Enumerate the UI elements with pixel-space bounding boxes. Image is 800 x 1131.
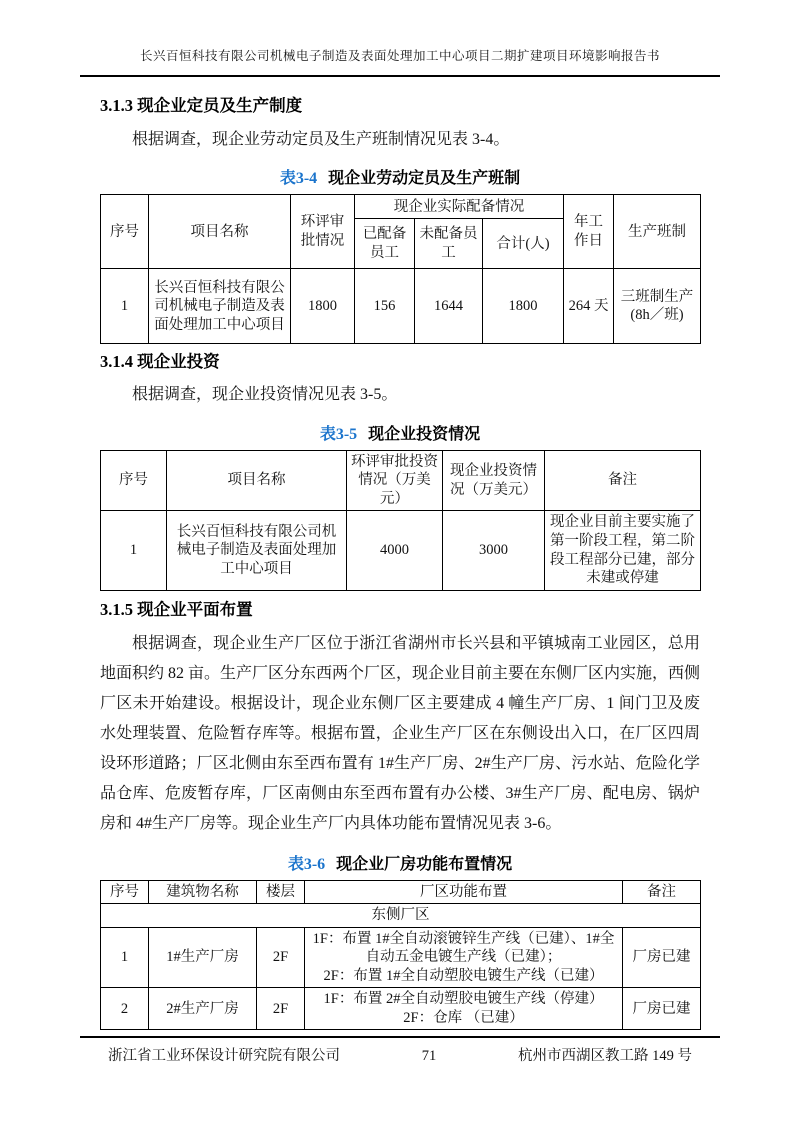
footer-page-number: 71 xyxy=(421,1048,437,1064)
t34-header-unstaffed: 未配备员工 xyxy=(415,219,483,269)
t35-header-note: 备注 xyxy=(545,450,701,511)
t35-cell-actual-investment: 3000 xyxy=(443,511,545,590)
t35-header-eia-investment: 环评审批投资情况（万美元） xyxy=(347,450,443,511)
header-rule xyxy=(80,75,720,77)
t34-cell-unstaffed: 1644 xyxy=(415,269,483,344)
page-content xyxy=(100,92,700,1030)
table-3-4-caption-title: 现企业劳动定员及生产班制 xyxy=(328,170,521,188)
table-3-5-caption-title: 现企业投资情况 xyxy=(368,425,481,443)
t35-cell-index: 1 xyxy=(101,511,167,590)
t34-header-shift-system: 生产班制 xyxy=(614,195,701,269)
t34-cell-total: 1800 xyxy=(483,269,564,344)
t36-cell-index: 1 xyxy=(101,927,149,988)
t35-header-actual-investment: 现企业投资情况（万美元） xyxy=(443,450,545,511)
t35-header-index: 序号 xyxy=(101,450,167,511)
t35-cell-name: 长兴百恒科技有限公司机械电子制造及表面处理加工中心项目 xyxy=(167,511,347,590)
page-footer xyxy=(80,1036,720,1065)
t34-header-eia-approved: 环评审批情况 xyxy=(291,195,355,269)
table-3-6-caption-title: 现企业厂房功能布置情况 xyxy=(336,855,513,873)
running-header: 长兴百恒科技有限公司机械电子制造及表面处理加工中心项目二期扩建项目环境影响报告书 xyxy=(139,49,660,63)
t36-group-row-east-area: 东侧厂区 xyxy=(101,904,701,928)
table-row xyxy=(101,269,701,344)
table-3-4-caption xyxy=(100,165,700,188)
table-row xyxy=(101,927,701,988)
footer-organization: 浙江省工业环保设计研究院有限公司 xyxy=(108,1048,340,1064)
t35-cell-note: 现企业目前主要实施了第一阶段工程，第二阶段工程部分已建，部分未建或停建 xyxy=(545,511,701,590)
t34-cell-name: 长兴百恒科技有限公司机械电子制造及表面处理加工中心项目 xyxy=(149,269,291,344)
t35-cell-eia-investment: 4000 xyxy=(347,511,443,590)
t34-cell-shift-system: 三班制生产(8h／班) xyxy=(614,269,701,344)
t36-cell-floors: 2F xyxy=(257,927,305,988)
t34-header-actual-group: 现企业实际配备情况 xyxy=(355,195,564,219)
t36-function-line-2: 2F：布置 1#全自动塑胶电镀生产线（已建） xyxy=(323,967,604,984)
t36-function-line-1: 1F：布置 2#全自动塑胶电镀生产线（停建） xyxy=(323,991,604,1008)
t35-header-name: 项目名称 xyxy=(167,450,347,511)
table-3-6-caption-label: 表3-6 xyxy=(287,855,326,873)
table-3-4-caption-label: 表3-4 xyxy=(279,170,318,188)
section-3-1-4-intro: 根据调查，现企业投资情况见表 3-5。 xyxy=(132,386,398,404)
t34-header-index: 序号 xyxy=(101,195,149,269)
t36-cell-function-layout xyxy=(305,927,623,988)
table-row xyxy=(101,511,701,590)
t36-header-floors: 楼层 xyxy=(257,880,305,904)
t36-cell-building: 1#生产厂房 xyxy=(149,927,257,988)
t34-header-total: 合计(人) xyxy=(483,219,564,269)
table-row xyxy=(101,988,701,1030)
t36-header-building: 建筑物名称 xyxy=(149,880,257,904)
table-3-6 xyxy=(100,880,701,1031)
table-3-6-caption xyxy=(100,851,700,874)
t34-cell-staffed: 156 xyxy=(355,269,415,344)
t36-cell-note: 厂房已建 xyxy=(623,927,701,988)
t34-header-staffed: 已配备员工 xyxy=(355,219,415,269)
t34-header-work-days: 年工作日 xyxy=(564,195,614,269)
t36-function-line-2: 2F：仓库 （已建） xyxy=(403,1009,524,1026)
section-heading-3-1-5: 3.1.5 现企业平面布置 xyxy=(100,599,253,619)
t36-header-function-layout: 厂区功能布置 xyxy=(305,880,623,904)
t36-header-index: 序号 xyxy=(101,880,149,904)
table-3-5-caption-label: 表3-5 xyxy=(319,425,358,443)
footer-address: 杭州市西湖区教工路 149 号 xyxy=(518,1048,692,1064)
t34-cell-index: 1 xyxy=(101,269,149,344)
section-heading-3-1-3: 3.1.3 现企业定员及生产制度 xyxy=(100,96,303,115)
table-3-5-caption xyxy=(100,421,700,444)
t34-cell-eia-approved: 1800 xyxy=(291,269,355,344)
section-heading-3-1-4: 3.1.4 现企业投资 xyxy=(100,352,220,372)
t36-cell-index: 2 xyxy=(101,988,149,1030)
t36-header-note: 备注 xyxy=(623,880,701,904)
section-3-1-3-intro: 根据调查，现企业劳动定员及生产班制情况见表 3-4。 xyxy=(132,131,510,148)
section-3-1-5-paragraph: 根据调查，现企业生产厂区位于浙江省湖州市长兴县和平镇城南工业园区，总用地面积约 82 亩。生产厂区分东西两个厂区，现企业目前主要在东侧厂区内实施，西侧厂区未开始建设。根据设计，现企业东侧厂区主要建成 4 幢生产厂房、1 间门卫及废水处理装置、危险暂存库等。根据布置，企业生产厂区在东侧设出入口，在厂区四周设环形道路；厂区北侧由东至西布置有 1#生产厂房、2#生产厂房、污水站、危险化学品仓库、危废暂存库，厂区南侧由东至西布置有办公楼、3#生产厂房、配电房、锅炉房和 4#生产厂房等。现企业生产厂内具体功能布置情况见表 3-6。 xyxy=(100,634,701,832)
table-3-5 xyxy=(100,450,701,591)
t36-cell-function-layout xyxy=(305,988,623,1030)
t34-cell-work-days: 264 天 xyxy=(564,269,614,344)
table-3-4 xyxy=(100,194,701,344)
t36-function-line-1: 1F：布置 1#全自动滚镀锌生产线（已建）、1#全自动五金电镀生产线（已建）； xyxy=(312,930,615,966)
t36-cell-note: 厂房已建 xyxy=(623,988,701,1030)
t36-cell-building: 2#生产厂房 xyxy=(149,988,257,1030)
t36-cell-floors: 2F xyxy=(257,988,305,1030)
t34-header-name: 项目名称 xyxy=(149,195,291,269)
